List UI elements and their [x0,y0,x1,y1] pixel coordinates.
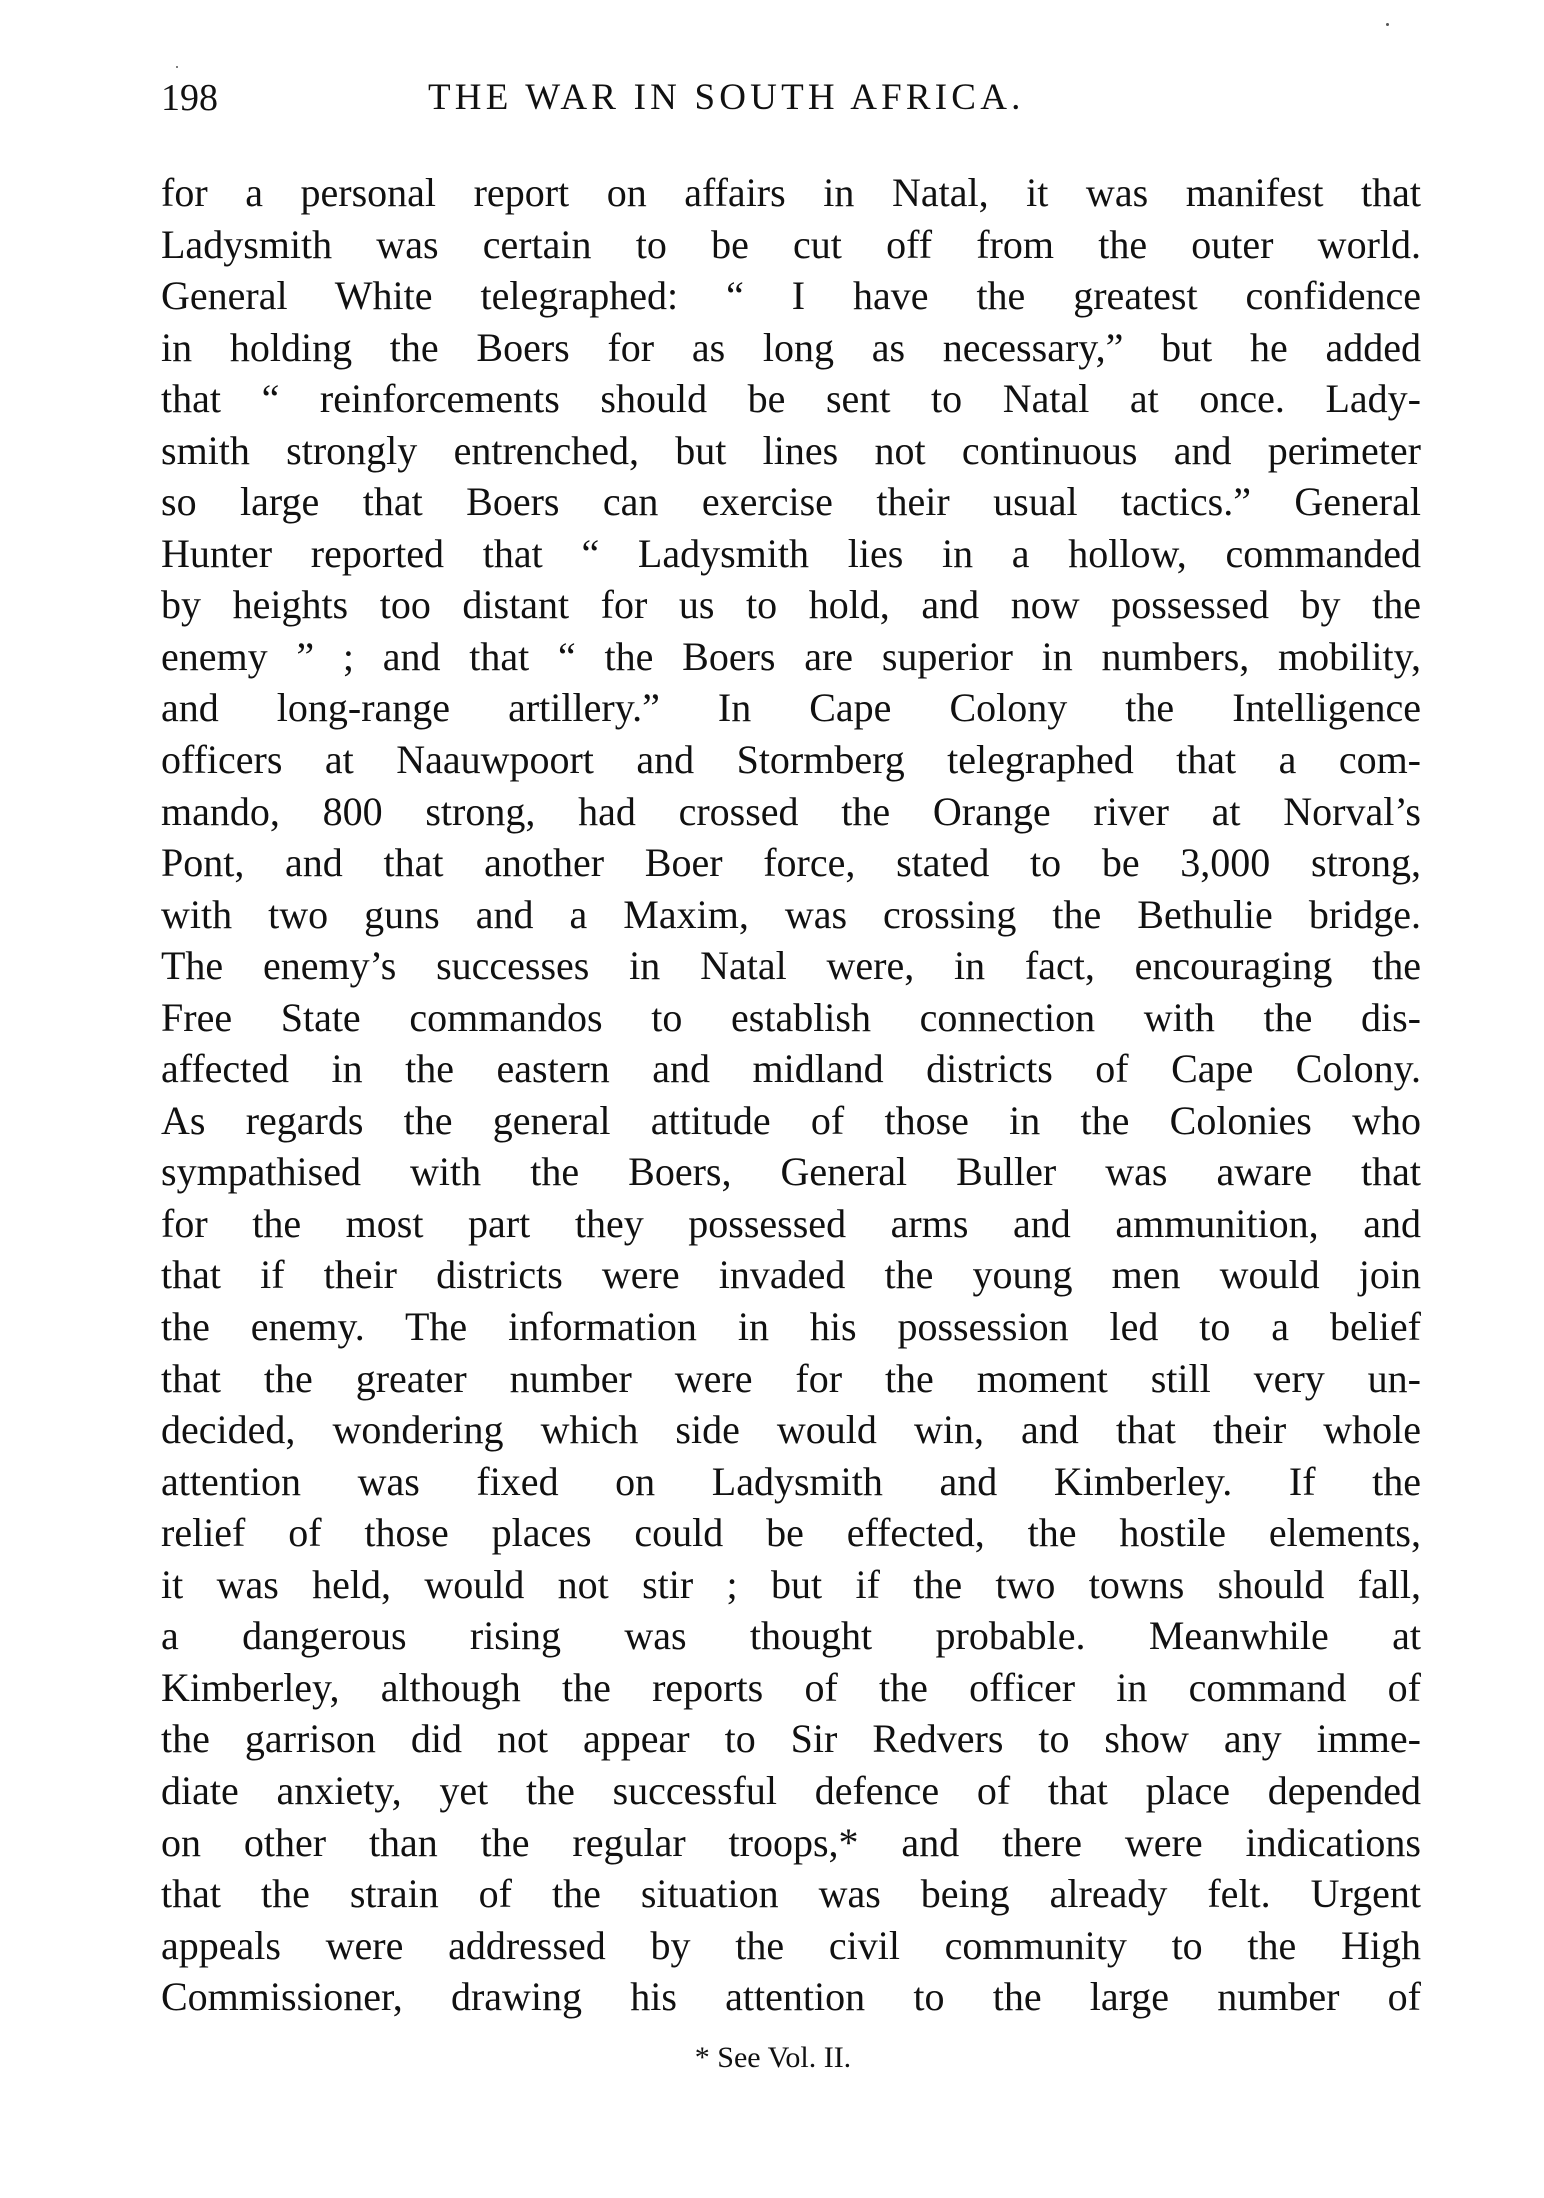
text-line: The enemy’s successes in Natal were, in fact, encouraging the [161,943,1421,989]
text-line: Pont, and that another Boer force, stated to be 3,000 strong, [161,840,1421,886]
text-line: the enemy. The information in his possession led to a belief [161,1304,1421,1350]
text-line: for the most part they possessed arms and ammunition, and [161,1200,1421,1246]
text-line: As regards the general attitude of those in the Colonies who [161,1097,1421,1143]
text-line: affected in the eastern and midland districts of Cape Colony. [161,1046,1421,1092]
text-line: a dangerous rising was thought probable. Meanwhile at [161,1613,1421,1659]
text-line: that the greater number were for the moment still very un- [161,1355,1421,1401]
text-line: Ladysmith was certain to be cut off from the outer world. [161,221,1421,267]
text-line: the garrison did not appear to Sir Redvers to show any imme- [161,1716,1421,1762]
footnote-text: * See Vol. II. [694,2041,852,2074]
text-line: mando, 800 strong, had crossed the Orange river at Norval’s [161,788,1421,834]
scan-speck [176,66,178,68]
text-line: diate anxiety, yet the successful defence of that place depended [161,1767,1421,1813]
text-line: sympathised with the Boers, General Buller was aware that [161,1149,1421,1195]
text-line: General White telegraphed: “ I have the greatest confidence [161,273,1421,319]
running-title: THE WAR IN SOUTH AFRICA. [428,77,1025,118]
text-line: relief of those places could be effected, the hostile elements, [161,1510,1421,1556]
text-line: smith strongly entrenched, but lines not continuous and perimeter [161,427,1421,473]
text-line: Commissioner, drawing his attention to the large number of [161,1974,1421,2020]
text-line: attention was fixed on Ladysmith and Kimberley. If the [161,1458,1421,1504]
text-line: Free State commandos to establish connection with the dis- [161,994,1421,1040]
text-line: with two guns and a Maxim, was crossing the Bethulie bridge. [161,891,1421,937]
running-head [161,72,1421,124]
text-line: decided, wondering which side would win, and that their whole [161,1407,1421,1453]
footnote [0,2038,1544,2078]
text-line: appeals were addressed by the civil community to the High [161,1922,1421,1968]
body-text [161,167,1421,2023]
text-line: for a personal report on affairs in Natal, it was manifest that [161,170,1421,215]
text-line: that if their districts were invaded the young men would join [161,1252,1421,1298]
text-line: and long-range artillery.” In Cape Colony the Intelligence [161,685,1421,731]
text-line: enemy ” ; and that “ the Boers are superior in numbers, mobility, [161,633,1421,679]
text-line: that the strain of the situation was being already felt. Urgent [161,1871,1421,1917]
scan-speck [1386,23,1389,26]
text-line: Hunter reported that “ Ladysmith lies in a hollow, commanded [161,530,1421,576]
text-line: it was held, would not stir ; but if the two towns should fall, [161,1561,1421,1607]
text-line: Kimberley, although the reports of the officer in command of [161,1664,1421,1710]
text-line: by heights too distant for us to hold, and now possessed by the [161,582,1421,628]
text-line: so large that Boers can exercise their usual tactics.” General [161,479,1421,525]
text-line: officers at Naauwpoort and Stormberg telegraphed that a com- [161,737,1421,783]
text-line: in holding the Boers for as long as necessary,” but he added [161,324,1421,370]
text-line: that “ reinforcements should be sent to Natal at once. Lady- [161,376,1421,422]
text-line: on other than the regular troops,* and there were indications [161,1819,1421,1865]
page-number: 198 [161,77,218,119]
